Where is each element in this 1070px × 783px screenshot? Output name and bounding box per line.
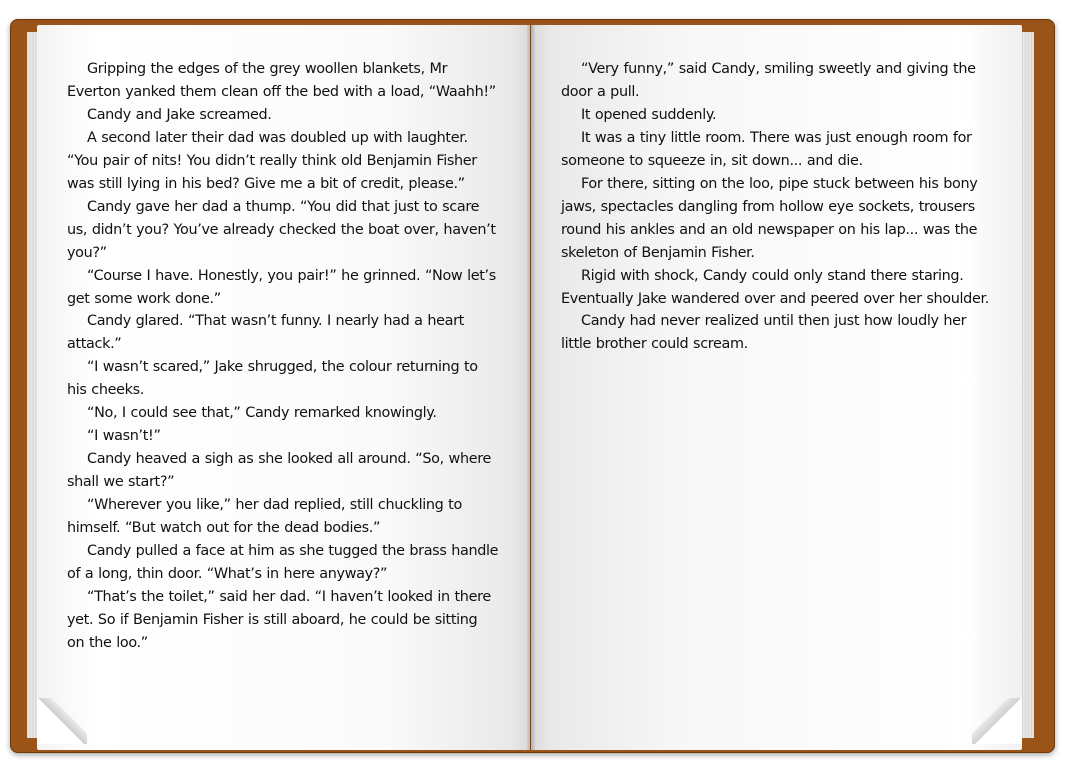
paragraph: Gripping the edges of the grey woollen blankets, Mr Everton yanked them clean off the bed with a load, “Waahh!” xyxy=(67,61,496,100)
paragraph: “That’s the toilet,” said her dad. “I haven’t looked in there yet. So if Benjamin Fisher is still aboard, he could be sitting on the loo.” xyxy=(67,588,491,651)
paragraph: For there, sitting on the loo, pipe stuck between his bony jaws, spectacles dangling from hollow eye sockets, trousers round his ankles and an old newspaper on his lap... was the skeleton of Benjamin Fisher. xyxy=(561,175,978,261)
left-page xyxy=(37,25,530,750)
paragraph: “No, I could see that,” Candy remarked knowingly. xyxy=(87,405,437,422)
paragraph: Candy heaved a sigh as she looked all around. “So, where shall we start?” xyxy=(67,451,492,491)
paragraph: Candy gave her dad a thump. “You did that just to scare us, didn’t you? You’ve already checked the boat over, haven’t you?” xyxy=(67,198,496,261)
paragraph: It opened suddenly. xyxy=(581,106,717,123)
paragraph: It was a tiny little room. There was just enough room for someone to squeeze in, sit down... and die. xyxy=(561,129,972,169)
paragraph: Candy pulled a face at him as she tugged the brass handle of a long, thin door. “What’s in here anyway?” xyxy=(67,543,499,582)
paragraph: Candy had never realized until then just how loudly her little brother could scream. xyxy=(561,313,967,353)
paragraph: Candy glared. “That wasn’t funny. I nearly had a heart attack.” xyxy=(67,313,464,353)
paragraph: A second later their dad was doubled up with laughter. “You pair of nits! You didn’t really think old Benjamin Fisher was still lying in his bed? Give me a bit of credit, please.” xyxy=(67,129,477,192)
right-page-stack xyxy=(1022,32,1034,738)
right-page-text xyxy=(561,58,991,356)
paragraph: “I wasn’t scared,” Jake shrugged, the colour returning to his cheeks. xyxy=(67,359,478,399)
paragraph: “Very funny,” said Candy, smiling sweetly and giving the door a pull. xyxy=(561,61,976,100)
paragraph: “Wherever you like,” her dad replied, still chuckling to himself. “But watch out for the dead bodies.” xyxy=(67,497,462,537)
page-curl-right[interactable] xyxy=(972,698,1022,744)
right-page xyxy=(531,25,1022,750)
paragraph: “Course I have. Honestly, you pair!” he grinned. “Now let’s get some work done.” xyxy=(67,267,496,307)
paragraph: Rigid with shock, Candy could only stand there staring. Eventually Jake wandered over and peered over her shoulder. xyxy=(561,267,989,307)
left-page-text xyxy=(67,58,499,655)
paragraph: Candy and Jake screamed. xyxy=(87,106,272,123)
page-curl-left[interactable] xyxy=(37,698,87,744)
book-spine-gutter xyxy=(527,25,535,750)
paragraph: “I wasn’t!” xyxy=(87,428,161,445)
